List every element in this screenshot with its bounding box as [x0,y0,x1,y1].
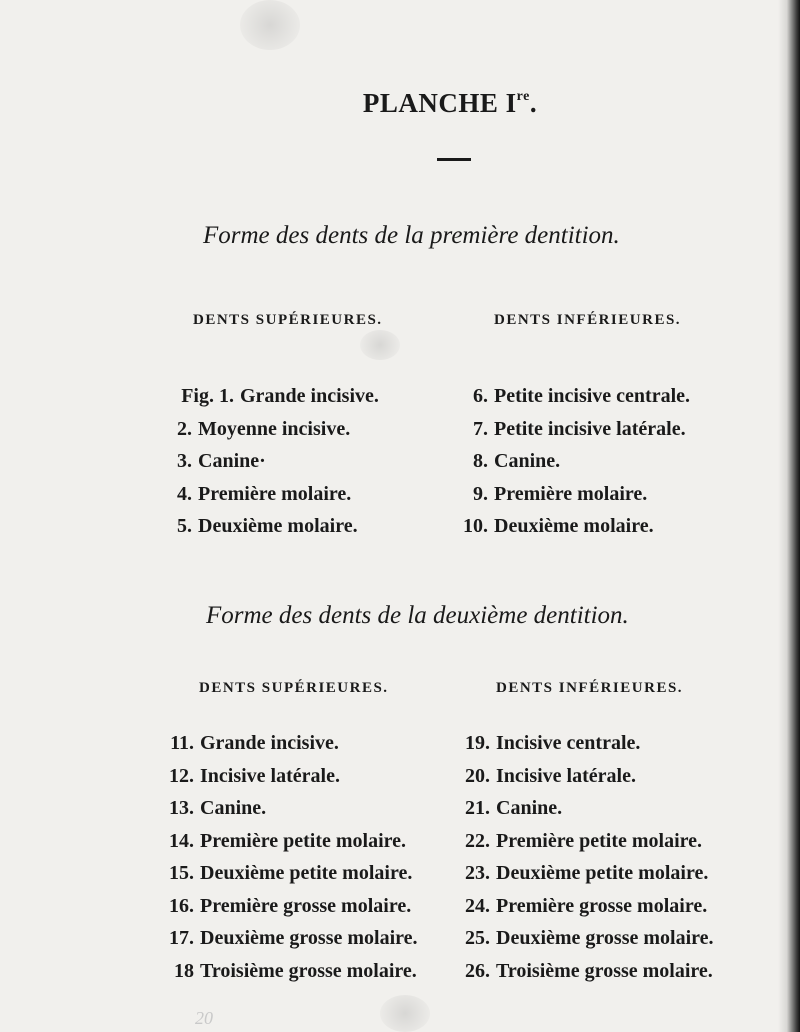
list-item: 6. Petite incisive centrale. [473,385,691,407]
paper-stain [380,995,430,1032]
list-item: 17. Deuxième grosse molaire. [169,927,418,949]
paper-stain [240,0,300,50]
list-item: 14. Première petite molaire. [169,829,407,852]
section-title-first-dentition: Forme des dents de la première dentition. [203,222,620,249]
list-item: 26. Troisième grosse molaire. [465,959,713,982]
column-head-upper: DENTS SUPÉRIEURES. [199,680,389,696]
list-item: 23. Deuxième petite molaire. [465,862,709,884]
list-item: 13. Canine. [169,797,267,819]
list-upper-first [158,380,379,543]
book-spine-shadow [778,0,800,1032]
list-item: Fig. 1. Grande incisive. [181,385,379,407]
list-item: 18 Troisième grosse molaire. [174,959,417,982]
list-item: 24. Première grosse molaire. [465,894,708,917]
list-item: 4. Première molaire. [177,482,352,505]
list-item: 25. Deuxième grosse molaire. [465,927,714,949]
column-head-lower: DENTS INFÉRIEURES. [496,680,684,696]
list-item: 16. Première grosse molaire. [169,894,412,917]
section-title-second-dentition: Forme des dents de la deuxième dentition. [206,602,629,629]
list-item: 12. Incisive latérale. [169,764,340,787]
list-item: 3. Canine· [177,450,266,472]
list-item: 19. Incisive centrale. [465,732,641,754]
paper-stain [360,330,400,360]
list-item: 22. Première petite molaire. [465,829,703,852]
list-item: 20. Incisive latérale. [465,764,636,787]
list-item: 10. Deuxième molaire. [463,515,654,537]
list-item: 7. Petite incisive latérale. [473,417,686,440]
faint-page-number: 20 [195,1008,213,1028]
list-item: 15. Deuxième petite molaire. [169,862,413,884]
list-item: 5. Deuxième molaire. [177,515,358,537]
list-item: 8. Canine. [473,450,561,472]
plate-title: PLANCHE Ire. [362,88,538,118]
list-item: 11. Grande incisive. [170,732,339,754]
column-head-lower: DENTS INFÉRIEURES. [494,312,682,328]
column-head-upper: DENTS SUPÉRIEURES. [193,312,383,328]
list-item: 2. Moyenne incisive. [177,417,351,440]
title-dash [437,158,471,161]
list-lower-first [456,380,690,543]
list-upper-second [158,727,418,987]
list-item: 21. Canine. [465,797,563,819]
list-lower-second [456,727,714,987]
list-item: 9. Première molaire. [473,482,648,505]
